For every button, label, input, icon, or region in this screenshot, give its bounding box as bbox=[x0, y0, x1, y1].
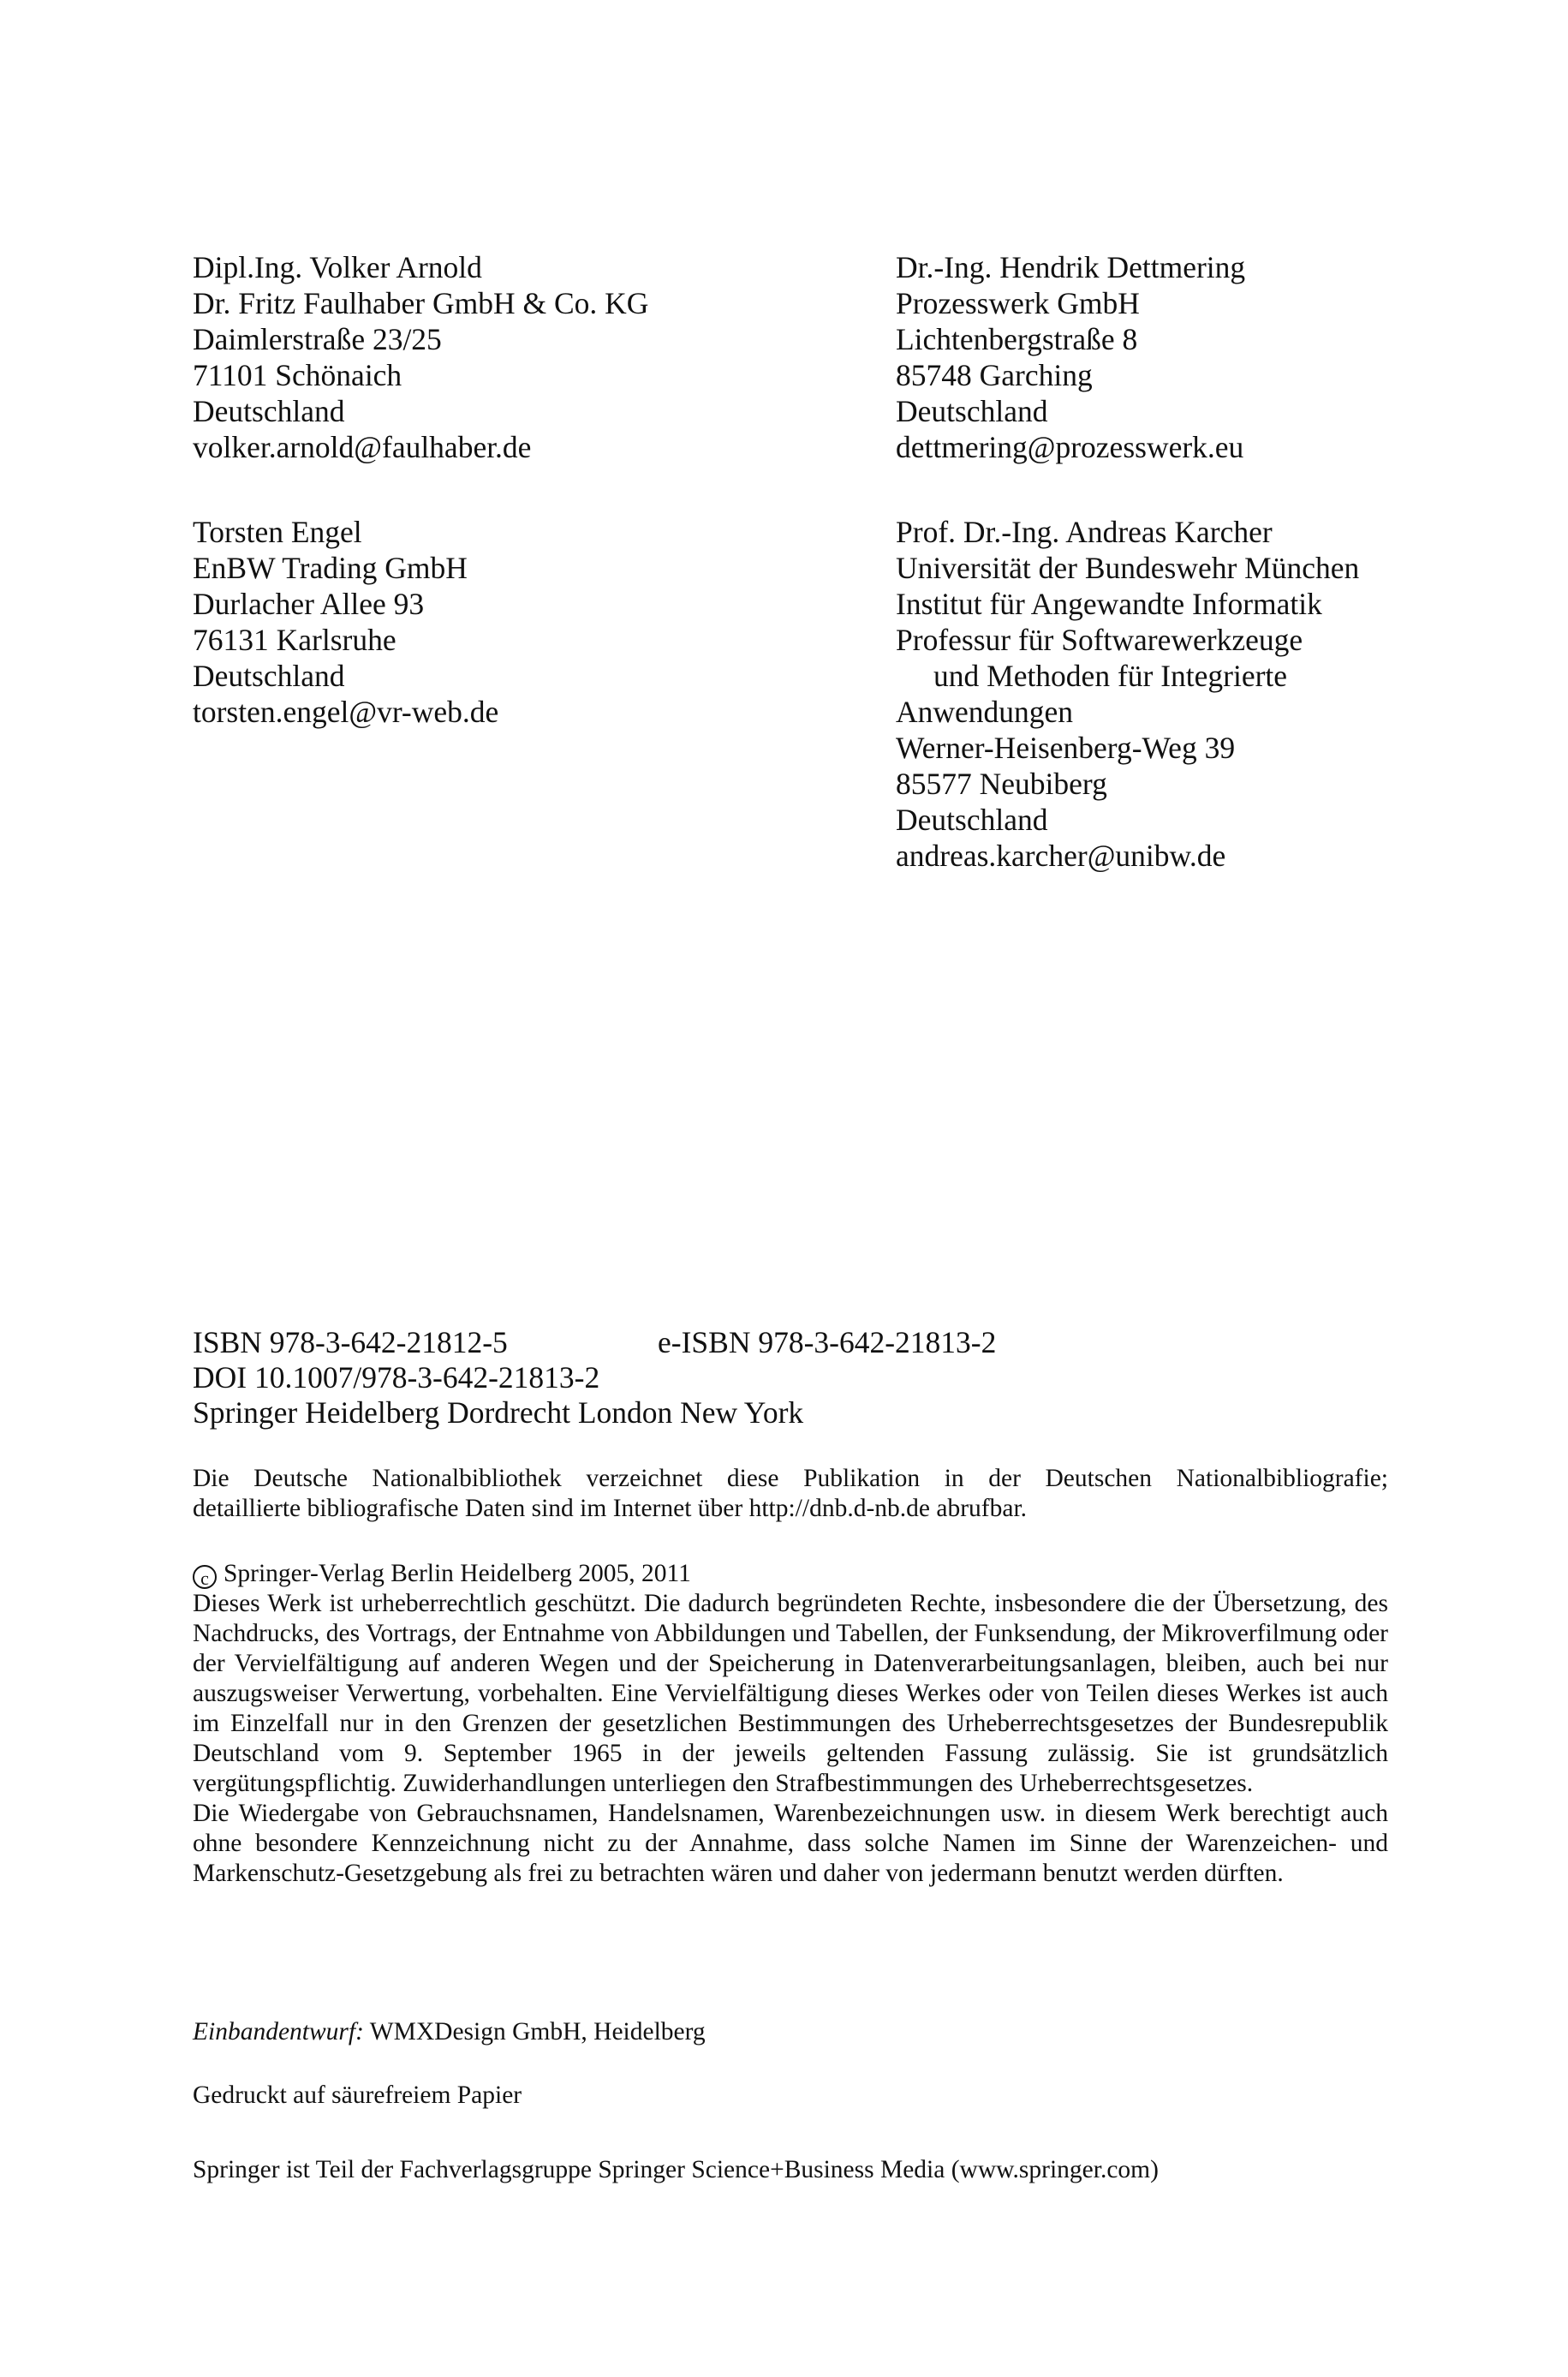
rights-paragraph: Dieses Werk ist urheberrechtlich geschützt. Die dadurch begründeten Rechte, insbesondere die der Übersetzung, des Nachdrucks, des Vortrags, der Entnahme von Abbildungen und Tabellen, der Funksendung, der Mikroverfilmung oder der Vervielfältigung auf anderen Wegen und der Speicherung in Datenverarbeitungsanlagen, bleiben, auch bei nur auszugsweiser Verwertung, vorbehalten. Eine Vervielfältigung dieses Werkes oder von Teilen dieses Werkes ist auch im Einzelfall nur in den Grenzen der gesetzlichen Bestimmungen des Urheberrechtsgesetzes der Bundesrepublik Deutschland vom 9. September 1965 in der jeweils geltenden Fassung zulässig. Sie ist grundsätzlich vergütungspflichtig. Zuwiderhandlungen unterliegen den Strafbestimmungen des Urheberrechtsgesetzes. bbox=[193, 1590, 1388, 1797]
author-company: Prozesswerk GmbH bbox=[896, 286, 1140, 320]
author-name: Torsten Engel bbox=[193, 515, 362, 549]
author-city: 76131 Karlsruhe bbox=[193, 623, 396, 657]
author-address-engel bbox=[193, 514, 498, 730]
dnb-notice-line-2: detaillierte bibliografische Daten sind im Internet über http://dnb.d-nb.de abrufbar. bbox=[193, 1495, 1028, 1522]
author-city: 71101 Schönaich bbox=[193, 358, 402, 392]
author-chair-line-3: Anwendungen bbox=[896, 695, 1074, 729]
dnb-notice-line-1: Die Deutsche Nationalbibliothek verzeichnet diese Publikation in der Deutschen Nationalbibliografie; bbox=[193, 1465, 1388, 1492]
author-address-arnold bbox=[193, 249, 648, 465]
author-street: Durlacher Allee 93 bbox=[193, 587, 425, 621]
isbn: ISBN 978-3-642-21812-5 bbox=[193, 1325, 508, 1359]
printed-note-text: Gedruckt auf säurefreiem Papier bbox=[193, 2081, 522, 2109]
e-isbn: e-ISBN 978-3-642-21813-2 bbox=[658, 1325, 997, 1359]
doi: DOI 10.1007/978-3-642-21813-2 bbox=[193, 1360, 600, 1395]
dnb-notice bbox=[193, 1464, 1388, 1524]
author-university: Universität der Bundeswehr München bbox=[896, 551, 1360, 585]
author-company: Dr. Fritz Faulhaber GmbH & Co. KG bbox=[193, 286, 649, 320]
copyright-notice bbox=[193, 1559, 1388, 1889]
author-street: Daimlerstraße 23/25 bbox=[193, 322, 442, 356]
springer-note bbox=[193, 2155, 1388, 2185]
author-email: volker.arnold@faulhaber.de bbox=[193, 430, 532, 464]
author-chair-line-1: Professur für Softwarewerkzeuge bbox=[896, 623, 1303, 657]
cover-design-value: WMXDesign GmbH, Heidelberg bbox=[369, 2018, 706, 2046]
author-chair-line-2: und Methoden für Integrierte bbox=[933, 659, 1288, 693]
cover-design-label: Einbandentwurf: bbox=[193, 2018, 364, 2046]
author-email: andreas.karcher@unibw.de bbox=[896, 839, 1226, 873]
trademark-paragraph: Die Wiedergabe von Gebrauchsnamen, Handelsnamen, Warenbezeichnungen usw. in diesem Werk berechtigt auch ohne besondere Kennzeichnung nicht zu der Annahme, dass solche Namen im Sinne der Warenzeichen- und Markenschutz-Gesetzgebung als frei zu betrachten wären und daher von jedermann benutzt werden dürften. bbox=[193, 1800, 1388, 1887]
author-name: Prof. Dr.-Ing. Andreas Karcher bbox=[896, 515, 1273, 549]
springer-note-text: Springer ist Teil der Fachverlagsgruppe Springer Science+Business Media (www.springer.com) bbox=[193, 2156, 1159, 2183]
author-address-dettmering bbox=[896, 249, 1245, 465]
printed-note bbox=[193, 2081, 1388, 2111]
author-name: Dr.-Ing. Hendrik Dettmering bbox=[896, 250, 1246, 284]
author-city: 85577 Neubiberg bbox=[896, 767, 1107, 801]
author-address-karcher bbox=[896, 514, 1359, 874]
publication-identifiers bbox=[193, 1325, 1392, 1430]
copyright-icon: c bbox=[193, 1565, 217, 1589]
author-city: 85748 Garching bbox=[896, 358, 1093, 392]
author-country: Deutschland bbox=[896, 394, 1048, 428]
author-email: torsten.engel@vr-web.de bbox=[193, 695, 499, 729]
author-street: Werner-Heisenberg-Weg 39 bbox=[896, 731, 1236, 765]
author-street: Lichtenbergstraße 8 bbox=[896, 322, 1138, 356]
author-name: Dipl.Ing. Volker Arnold bbox=[193, 250, 482, 284]
author-institute: Institut für Angewandte Informatik bbox=[896, 587, 1322, 621]
copyright-holder-line bbox=[193, 1559, 1388, 1589]
author-country: Deutschland bbox=[193, 394, 345, 428]
author-country: Deutschland bbox=[896, 803, 1048, 837]
author-company: EnBW Trading GmbH bbox=[193, 551, 468, 585]
author-country: Deutschland bbox=[193, 659, 345, 693]
copyright-holder: Springer-Verlag Berlin Heidelberg 2005, 2011 bbox=[224, 1560, 691, 1587]
author-email: dettmering@prozesswerk.eu bbox=[896, 430, 1244, 464]
publisher-locations: Springer Heidelberg Dordrecht London New York bbox=[193, 1395, 804, 1430]
cover-design-credit bbox=[193, 2017, 1388, 2047]
